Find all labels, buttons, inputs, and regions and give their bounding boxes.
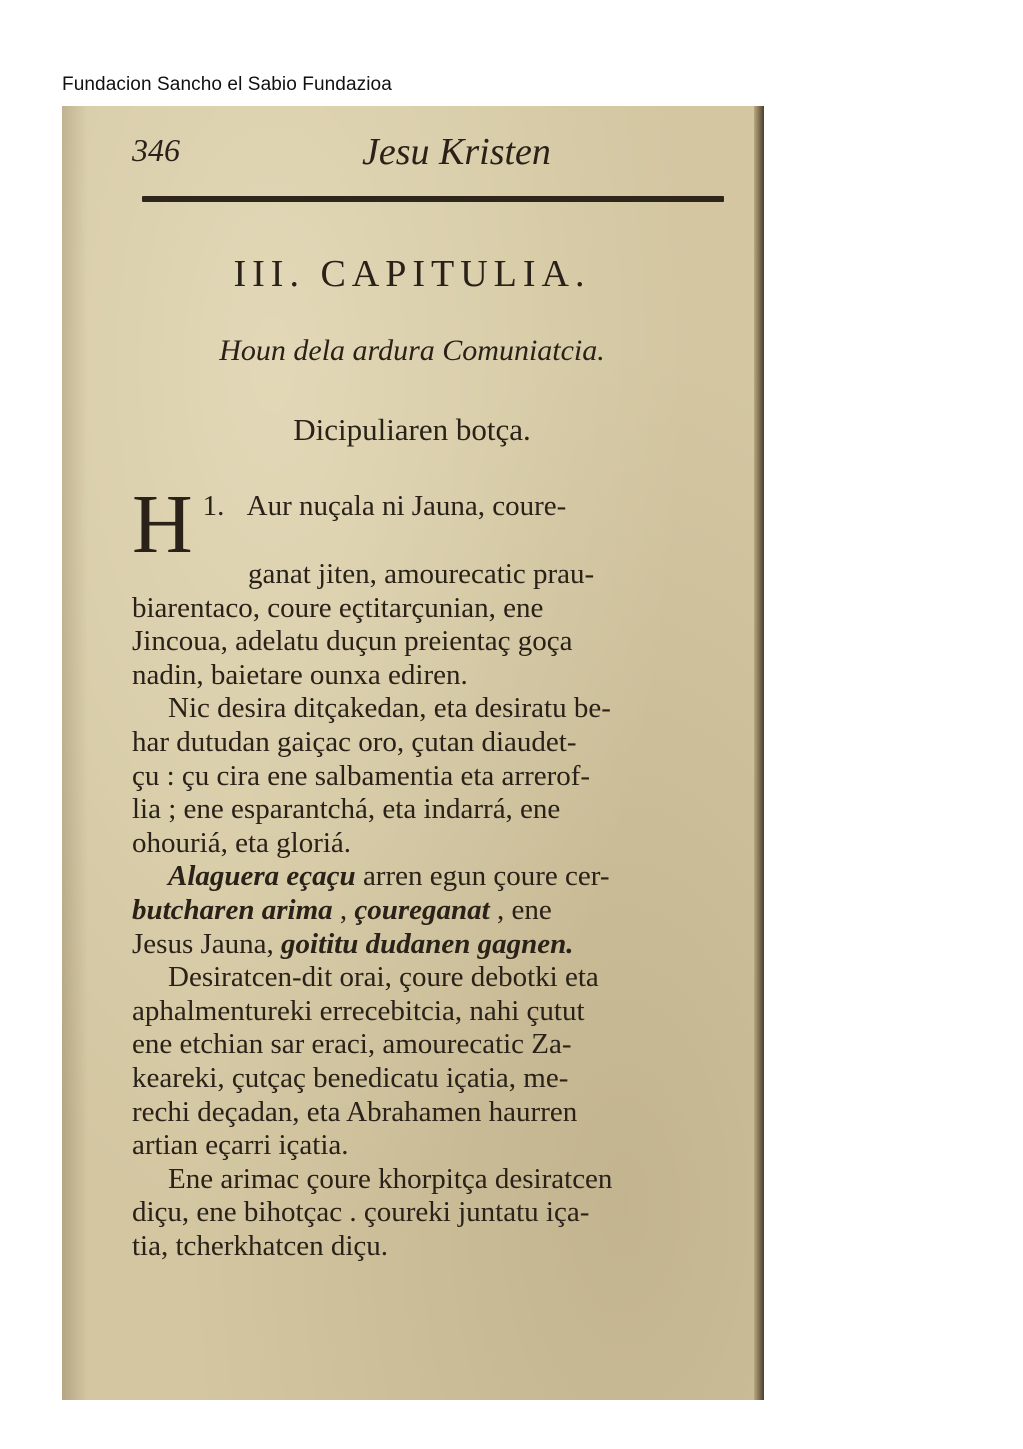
paragraph-5 [132,1163,757,1264]
text-line: artian eçarri içatia. [132,1129,349,1162]
text-line: ene etchian sar eraci, amourecatic Za- [132,1028,572,1061]
text-line: Aur nuçala ni Jauna, coure- [246,490,567,522]
text-line: lia ; ene esparantchá, eta indarrá, ene [132,793,561,826]
archive-label: Fundacion Sancho el Sabio Fundazioa [62,74,392,95]
header-rule [142,196,724,202]
text-line: biarentaco, coure eçtitarçunian, ene [132,591,544,624]
text-line [132,894,757,928]
text-line: Desiratcen-dit orai, çoure debotki eta [168,961,599,994]
text-line: çu : çu cira ene salbamentia eta arrerof- [132,759,591,792]
body-text [132,490,757,1263]
text-line: Jincoua, adelatu duçun preientaç goça [132,625,573,658]
text-line: aphalmentureki errecebitcia, nahi çutut [132,994,585,1027]
italic-phrase: Alaguera eçaçu [168,860,356,893]
text-fragment: , ene [489,893,552,926]
paragraph-4 [132,961,757,1163]
running-title: Jesu Kristen [362,131,551,173]
italic-phrase: goititu dudanen gagnen. [281,927,574,960]
running-header [132,132,724,176]
text-line: ganat jiten, amourecatic prau- [248,558,595,590]
verse-1 [132,490,757,692]
text-line: ohouriá, eta gloriá. [132,826,352,859]
chapter-subtitle: Houn dela ardura Comuniatcia. [219,334,605,367]
italic-phrase: çoureganat [354,893,490,926]
text-line [132,860,757,894]
text-line: nadin, baietare ounxa ediren. [132,658,468,691]
paragraph-2 [132,692,757,860]
text-line: keareki, çutçaç benedicatu içatia, me- [132,1061,569,1094]
text-line: diçu, ene bihotçac . çoureki juntatu iça- [132,1196,590,1229]
text-fragment: , [332,893,355,926]
scanned-page [62,106,764,1400]
drop-cap: H [132,490,193,558]
text-fragment: arren egun çoure cer- [355,860,610,893]
text-line: Nic desira ditçakedan, eta desiratu be- [168,692,611,725]
text-line: har dutudan gaiçac oro, çutan diaudet- [132,725,577,758]
chapter-title: III. CAPITULIA. [233,253,591,295]
text-line: tia, tcherkhatcen diçu. [132,1229,389,1262]
italic-phrase: butcharen arima [132,893,333,926]
verse-1-line [132,490,757,558]
verse-number: 1. [202,490,225,522]
text-line: Ene arimac çoure khorpitça desiratcen [168,1162,613,1195]
text-line [132,928,757,962]
page-number: 346 [132,132,180,168]
paragraph-3 [132,860,757,961]
speaker-heading: Dicipuliaren botça. [293,412,531,447]
text-line: rechi deçadan, eta Abrahamen haurren [132,1095,578,1128]
text-fragment: Jesus Jauna, [132,927,282,960]
